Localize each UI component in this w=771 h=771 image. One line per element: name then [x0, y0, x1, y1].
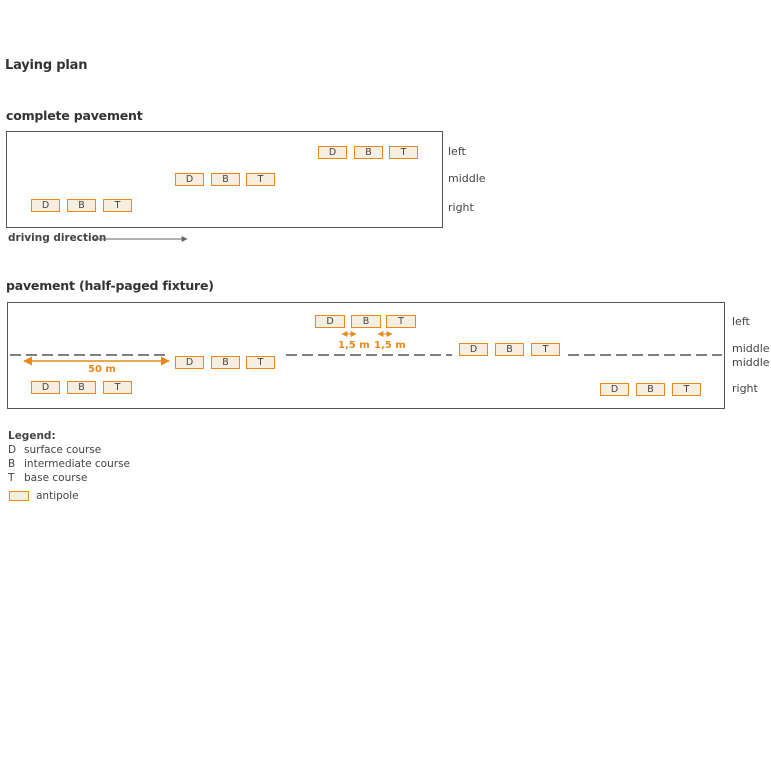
lane-label-left: left [448, 145, 466, 158]
base-course-box: T [246, 356, 275, 369]
legend-label: base course [24, 472, 88, 484]
surface-course-box: D [315, 315, 345, 328]
intermediate-course-box: B [354, 146, 383, 159]
surface-course-box: D [600, 383, 629, 396]
lane-label-middle: middle [732, 356, 770, 369]
surface-course-box: D [31, 381, 60, 394]
lane-label-middle: middle [732, 342, 770, 355]
legend-item [8, 444, 101, 456]
legend-item [8, 472, 87, 484]
lane-label-middle: middle [448, 172, 486, 185]
legend-key: D [8, 444, 17, 456]
legend-item [8, 458, 130, 470]
intermediate-course-box: B [211, 173, 240, 186]
surface-course-box: D [175, 173, 204, 186]
section-title-half-paged: pavement (half-paged fixture) [6, 278, 214, 293]
base-course-box: T [246, 173, 275, 186]
legend-key: T [8, 472, 15, 484]
base-course-box: T [531, 343, 560, 356]
legend-key: B [8, 458, 16, 470]
page-title: Laying plan [5, 58, 88, 73]
intermediate-course-box: B [495, 343, 524, 356]
section-title-complete-pavement: complete pavement [6, 108, 143, 123]
surface-course-box: D [175, 356, 204, 369]
driving-direction-label: driving direction [8, 232, 107, 244]
base-course-box: T [389, 146, 418, 159]
base-course-box: T [103, 381, 132, 394]
base-course-box: T [103, 199, 132, 212]
surface-course-box: D [31, 199, 60, 212]
legend-title: Legend: [8, 430, 56, 442]
intermediate-course-box: B [351, 315, 381, 328]
legend-label: surface course [24, 444, 102, 456]
surface-course-box: D [459, 343, 488, 356]
antipole-swatch [9, 491, 29, 501]
legend-antipole-label: antipole [36, 490, 79, 502]
lane-label-left: left [732, 315, 750, 328]
lane-label-right: right [732, 382, 758, 395]
surface-course-box: D [318, 146, 347, 159]
distance-label-50m: 50 m [88, 364, 116, 375]
distance-label-gap: 1,5 m [374, 340, 406, 351]
intermediate-course-box: B [67, 199, 96, 212]
base-course-box: T [672, 383, 701, 396]
intermediate-course-box: B [636, 383, 665, 396]
base-course-box: T [386, 315, 416, 328]
distance-label-gap: 1,5 m [338, 340, 370, 351]
lane-label-right: right [448, 201, 474, 214]
legend-label: intermediate course [24, 458, 130, 470]
intermediate-course-box: B [67, 381, 96, 394]
intermediate-course-box: B [211, 356, 240, 369]
